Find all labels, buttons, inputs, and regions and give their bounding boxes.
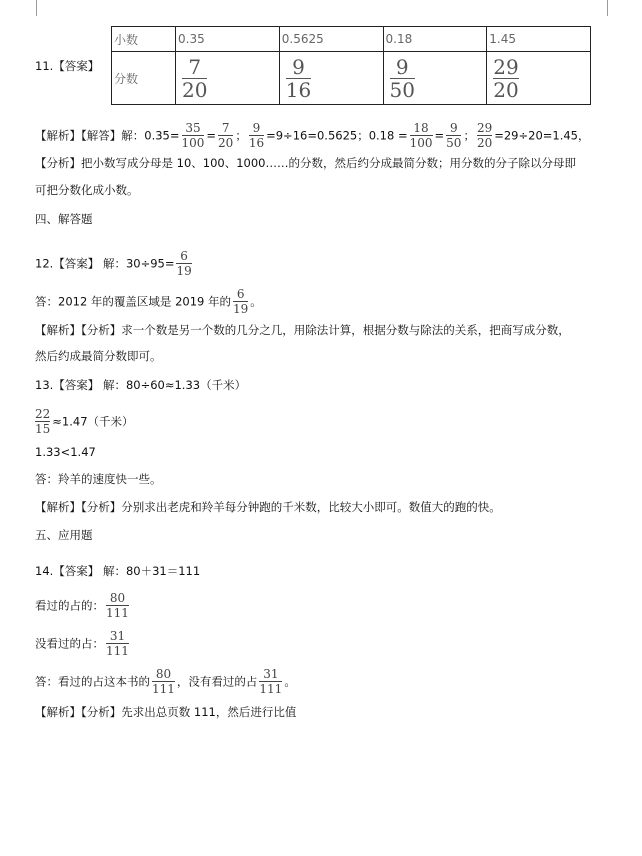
q13-second-line: $\frac{22}{15}$ ≈1.47（千米） <box>35 407 134 436</box>
fraction: $\frac{7}{20}$ <box>218 121 234 150</box>
fraction: $\frac{6}{19}$ <box>176 249 192 278</box>
denominator: 50 <box>389 77 415 102</box>
numerator: 9 <box>395 54 409 79</box>
q13-answer-line: 13.【答案】 解：80÷60≈1.33（千米） <box>35 378 247 392</box>
fraction-cell <box>182 54 208 102</box>
row-header-decimal: 小数 <box>112 27 176 52</box>
q14-answer-line: 14.【答案】 解：80＋31＝111 <box>35 564 201 578</box>
q12-analysis-line-2: 然后约成最简分数即可。 <box>35 349 162 363</box>
q14-reply-line: 答：看过的占这本书的 $\frac{80}{111}$ ，没有看过的占 $\frac{31}{111}$ 。 <box>35 667 296 696</box>
q13-analysis-line: 【解析】【分析】分别求出老虎和羚羊每分钟跑的千米数，比较大小即可。数值大的跑的快。 <box>35 500 501 514</box>
section-heading-4: 四、解答题 <box>35 212 93 226</box>
q14-analysis-line: 【解析】【分析】先求出总页数 111，然后进行比值 <box>35 705 297 719</box>
fraction-cell <box>389 54 415 102</box>
fraction: $\frac{9}{16}$ <box>248 121 265 150</box>
numerator: 7 <box>188 54 202 79</box>
decimal-cell: 0.5625 <box>279 27 383 52</box>
denominator: 20 <box>493 77 519 102</box>
table-row-fractions <box>112 52 591 105</box>
fraction: $\frac{22}{15}$ <box>35 407 51 436</box>
q12-analysis-line-1: 【解析】【分析】求一个数是另一个数的几分之几，用除法计算，根据分数与除法的关系，把商写成分数， <box>35 323 570 337</box>
fraction: $\frac{80}{111}$ <box>152 667 175 696</box>
q11-method-line-2: 可把分数化成小数。 <box>35 183 139 197</box>
page-corner-mark-left <box>36 0 37 16</box>
page-corner-mark-right <box>607 0 608 16</box>
fraction: $\frac{18}{100}$ <box>409 121 433 150</box>
fraction-cell <box>493 54 519 102</box>
decimal-cell: 0.18 <box>383 27 487 52</box>
fraction: $\frac{9}{50}$ <box>446 121 462 150</box>
q11-method-line-1: 【分析】把小数写成分母是 10、100、1000……的分数，然后约分成最简分数；用分数的分子除以分母即 <box>35 156 577 170</box>
section-heading-5: 五、应用题 <box>35 528 93 542</box>
q11-analysis-line: 【解析】【解答】解：0.35= $\frac{35}{100}$ = $\frac{7}{20}$ ； $\frac{9}{16}$ =9÷16=0.5625；0.18 = $\frac{18}{100}$ = $\frac{9}{50}$ ； $\frac{29}{20}$ =29÷20=1.45， <box>35 121 590 150</box>
q13-reply-line: 答：羚羊的速度快一些。 <box>35 472 162 486</box>
fraction: $\frac{31}{111}$ <box>259 667 283 696</box>
fraction: $\frac{31}{111}$ <box>106 629 129 658</box>
q12-reply-line: 答：2012 年的覆盖区域是 2019 年的 $\frac{6}{19}$ 。 <box>35 287 262 316</box>
decimal-cell: 0.35 <box>176 27 280 52</box>
numerator: 29 <box>493 54 519 79</box>
q12-answer-line: 12.【答案】 解：30÷95= $\frac{6}{19}$ <box>35 249 192 278</box>
numerator: 9 <box>292 54 305 79</box>
q11-answer-table <box>111 26 591 105</box>
fraction: $\frac{35}{100}$ <box>181 121 205 150</box>
denominator: 16 <box>285 77 312 102</box>
decimal-cell: 1.45 <box>487 27 591 52</box>
fraction: $\frac{29}{20}$ <box>476 121 493 150</box>
denominator: 20 <box>182 77 208 102</box>
q13-compare-line: 1.33<1.47 <box>35 445 96 459</box>
table-row-decimals <box>112 27 591 52</box>
fraction-cell <box>285 54 312 102</box>
fraction: $\frac{6}{19}$ <box>233 287 249 316</box>
q14-seen-line: 看过的占的： $\frac{80}{111}$ <box>35 591 129 620</box>
row-header-fraction: 分数 <box>112 52 176 105</box>
q11-answer-label: 11.【答案】 <box>35 59 100 73</box>
fraction: $\frac{80}{111}$ <box>106 591 129 620</box>
q14-unseen-line: 没看过的占： $\frac{31}{111}$ <box>35 629 129 658</box>
